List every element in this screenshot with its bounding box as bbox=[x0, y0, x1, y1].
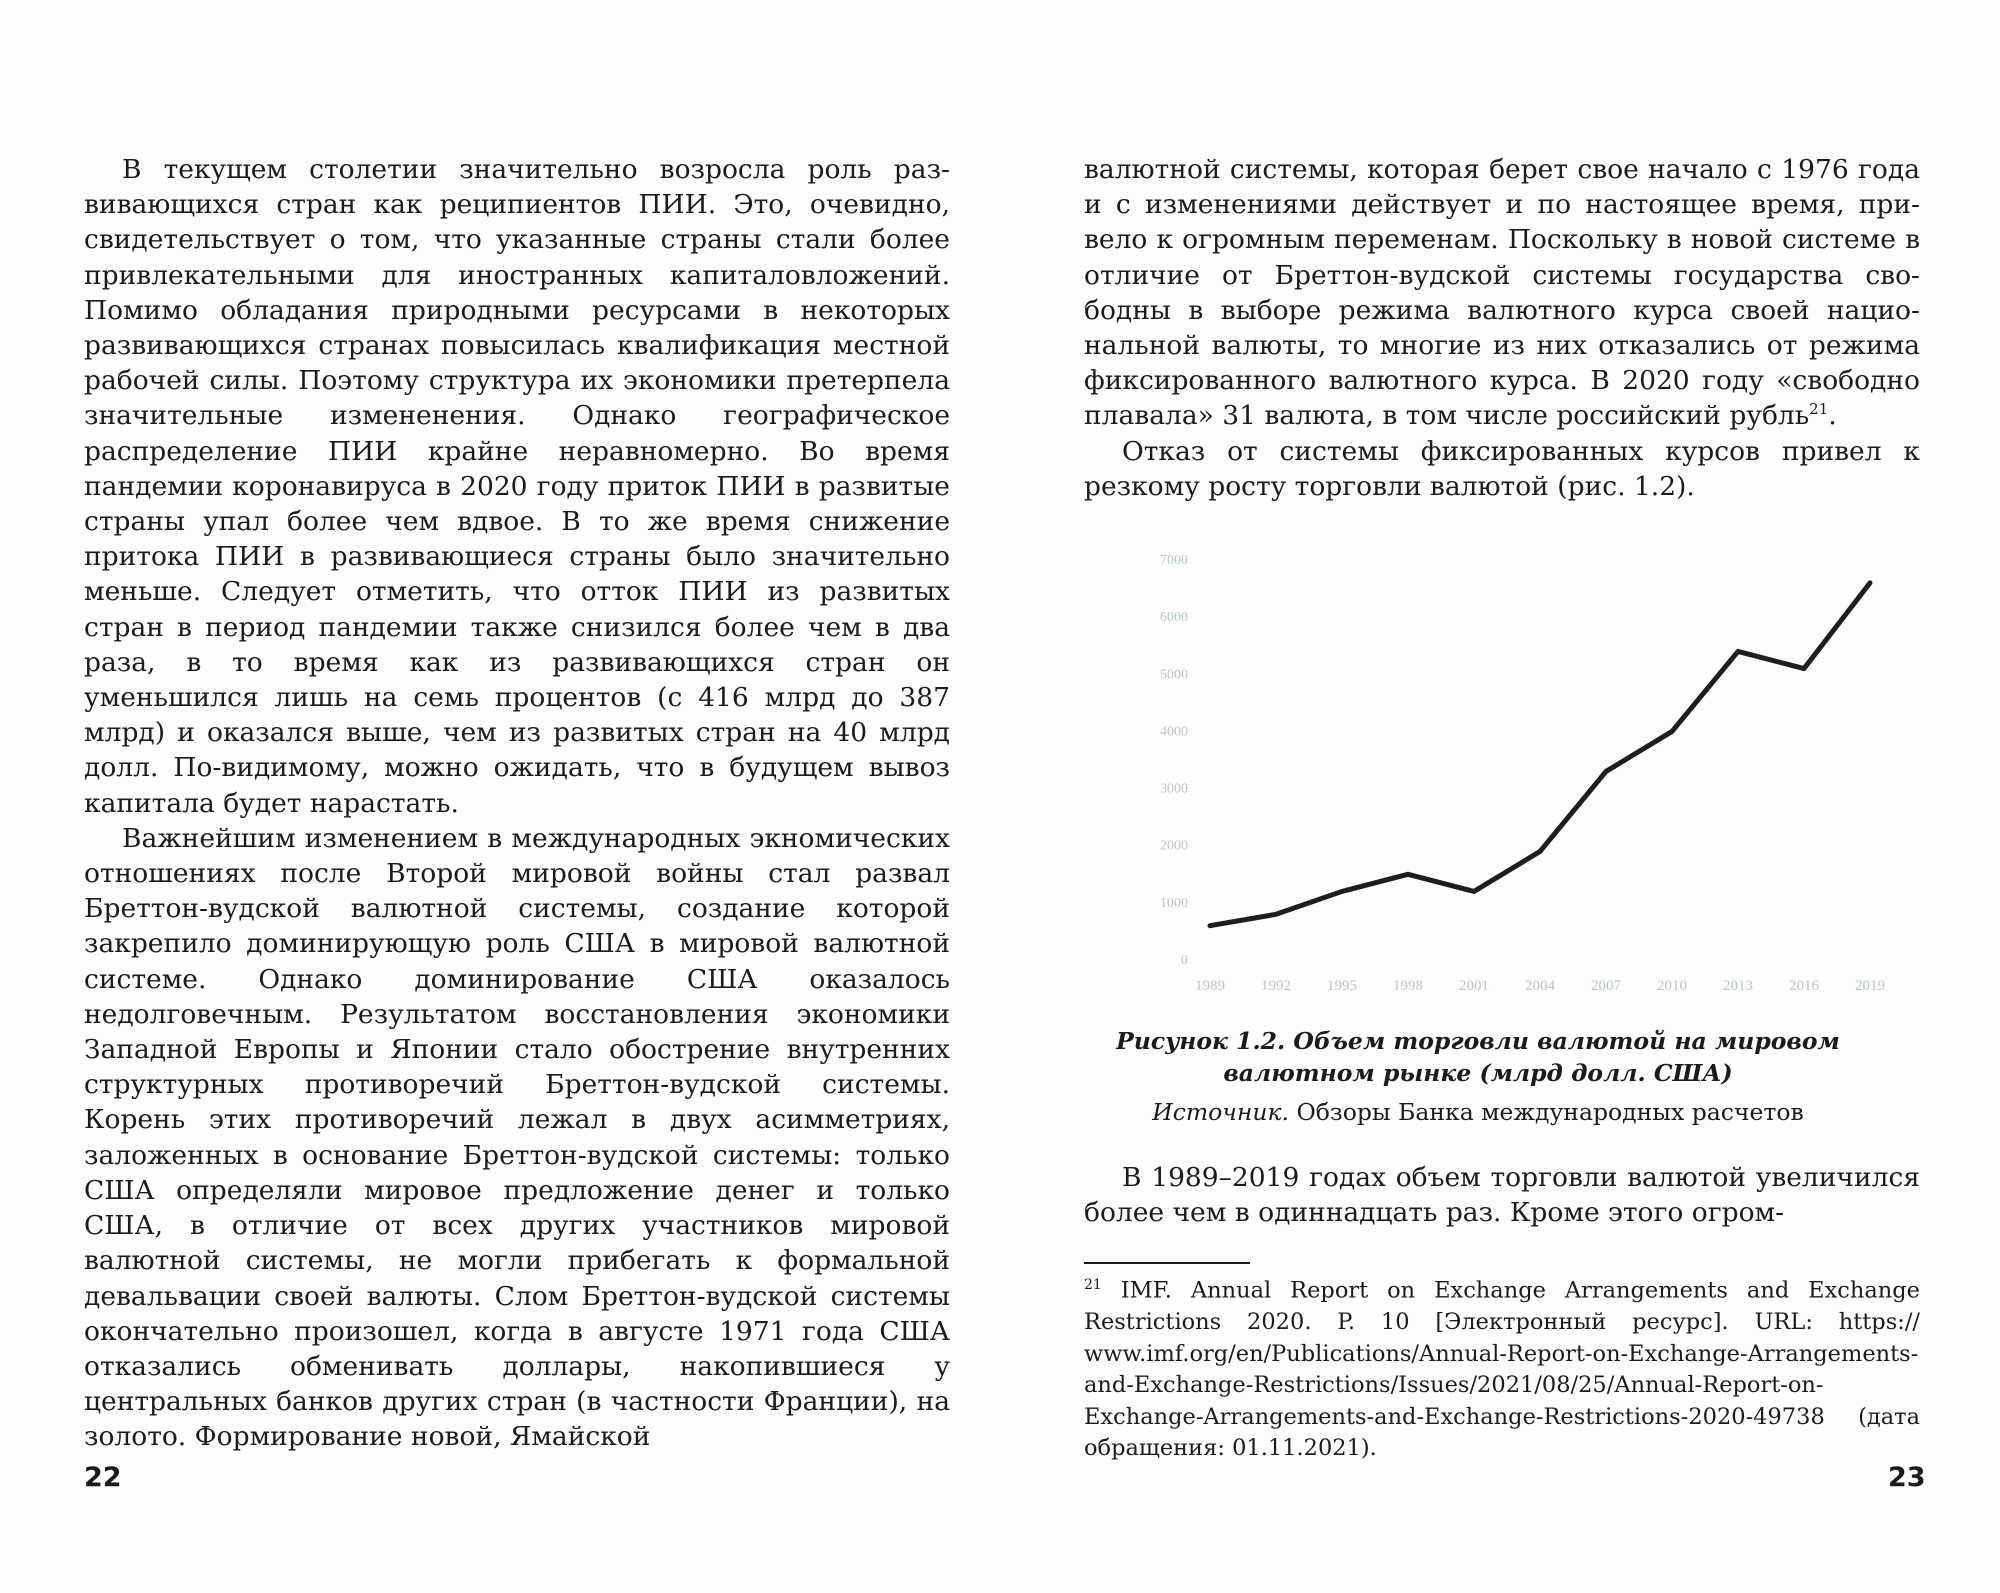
paragraph: Важнейшим изменением в международных экномических отношениях после Второй мировой войны стал развал Бреттон-вудской валютной системы, создание которой закрепило доминирующую роль США в мировой валютной системе. Однако доминирование США оказалось недолговечным. Результатом восстановления экономики Западной Европы и Японии стало обострение внутренних структурных противоречий Бреттон-вудской системы. Корень этих противоречий лежал в двух асимметриях, заложенных в основание Бреттон-вудской системы: только США определяли мировое предложение денег и только США, в отличие от всех других участников мировой валютной системы, не могли прибегать к формальной девальвации своей валюты. Слом Бреттон-вудской системы окончательно произошел, когда в августе 1971 года США отказались обменивать доллары, накопившиеся у центральных банков других стран (в частности Франции), на золото. Формирование новой, Ямайской bbox=[84, 822, 950, 1453]
y-tick-label: 7000 bbox=[1160, 553, 1188, 568]
y-tick-label: 1000 bbox=[1160, 895, 1188, 911]
y-axis bbox=[1160, 553, 1188, 968]
y-tick-label: 5000 bbox=[1160, 667, 1188, 683]
source-label: Источник. bbox=[1152, 1098, 1290, 1126]
right-body-text bbox=[1084, 152, 1920, 504]
right-body-text-after-figure bbox=[1084, 1160, 1920, 1230]
y-tick-label: 4000 bbox=[1160, 724, 1188, 740]
paragraph-end: . bbox=[1828, 400, 1837, 432]
footnote-text: IMF. Annual Report on Exchange Arrangements and Exchange Restrictions 2020. P. 10 [Электронный ресурс]. URL: https://​www.imf.org/en/Publications/Annual-Report-on-Exchange-​Arrangements-and-Exchange-Restrictions/Issues/2021/08/25/​Annual-Report-on-Exchange-Arrangements-and-Exchange-​Restrictions-2020-49738 (дата обращения: 01.11.2021). bbox=[1084, 1277, 1920, 1462]
page-number-left: 22 bbox=[84, 1462, 122, 1493]
x-tick-label: 1998 bbox=[1393, 978, 1423, 994]
x-tick-label: 2016 bbox=[1789, 978, 1819, 994]
x-tick-label: 2013 bbox=[1723, 978, 1753, 994]
footnote-separator bbox=[1084, 1262, 1250, 1264]
paragraph: Отказ от системы фиксированных курсов привел к резкому росту торговли валютой (рис. 1.2). bbox=[1084, 435, 1920, 502]
paragraph: В 1989–2019 годах объем торговли валютой увеличился более чем в одиннадцать раз. Кроме этого огром- bbox=[1084, 1162, 1920, 1229]
line-chart bbox=[1080, 540, 1885, 1010]
y-tick-label: 3000 bbox=[1160, 781, 1188, 797]
footnote bbox=[1084, 1270, 1920, 1465]
series-layer bbox=[1210, 583, 1870, 926]
x-tick-label: 1995 bbox=[1327, 978, 1357, 994]
x-tick-label: 1989 bbox=[1195, 978, 1225, 994]
y-tick-label: 0 bbox=[1181, 953, 1188, 968]
x-tick-label: 2001 bbox=[1459, 978, 1489, 994]
y-tick-label: 6000 bbox=[1160, 610, 1188, 626]
x-tick-label: 1992 bbox=[1261, 978, 1291, 994]
paragraph: В текущем столетии значительно возросла роль развивающихся стран как реципиентов ПИИ. Это, очевидно, свидетельствует о том, что указанные страны стали более привлекательными для иностранных капиталовложений. Помимо обладания природными ресурсами в некоторых развивающихся странах повысилась квалификация местной рабочей силы. Поэтому структура их экономики претерпела значительные измененения. Однако географическое распределение ПИИ крайне неравномерно. Во время пандемии коронавируса в 2020 году приток ПИИ в развитые страны упал более чем вдвое. В то же время снижение притока ПИИ в развивающиеся страны было значительно меньше. Следует отметить, что отток ПИИ из развитых стран в период пандемии также снизился более чем в два раза, в то время как из развивающихся стран он уменьшился лишь на семь процентов (с 416 млрд до 387 млрд) и оказался выше, чем из развитых стран на 40 млрд долл. По-видимому, можно ожидать, что в будущем вывоз капитала будет нарастать. bbox=[84, 154, 950, 819]
figure-source bbox=[1080, 1096, 1876, 1128]
x-tick-label: 2019 bbox=[1855, 978, 1885, 994]
page-number-right: 23 bbox=[1888, 1462, 1926, 1493]
x-tick-label: 2010 bbox=[1657, 978, 1687, 994]
y-tick-label: 2000 bbox=[1160, 838, 1188, 854]
x-tick-label: 2007 bbox=[1591, 978, 1621, 994]
figure-chart bbox=[1080, 540, 1885, 1010]
x-axis bbox=[1195, 978, 1885, 994]
series-line bbox=[1210, 583, 1870, 926]
x-tick-label: 2004 bbox=[1525, 978, 1555, 994]
left-body-text bbox=[84, 152, 950, 1455]
figure-caption: Рисунок 1.2. Объем торговли валютой на мировом валютном рынке (млрд долл. США) bbox=[1116, 1027, 1840, 1087]
paragraph-continued bbox=[1084, 152, 1920, 434]
source-text: Обзоры Банка международных расчетов bbox=[1289, 1098, 1804, 1126]
footnote-mark: 21 bbox=[1084, 1277, 1102, 1293]
footnote-reference[interactable]: 21 bbox=[1809, 400, 1829, 419]
paragraph-text: валютной системы, которая берет свое начало с 1976 года и с изменениями действует и по настоящее время, привело к огромным переменам. Поскольку в новой системе в отличие от Бреттон-вудской системы государства свободны в выборе режима валютного курса своей национальной валюты, то многие из них отказались от режима фиксированного валютного курса. В 2020 году «свободно плавала» 31 валюта, в том числе российский рубль bbox=[1084, 154, 1920, 432]
